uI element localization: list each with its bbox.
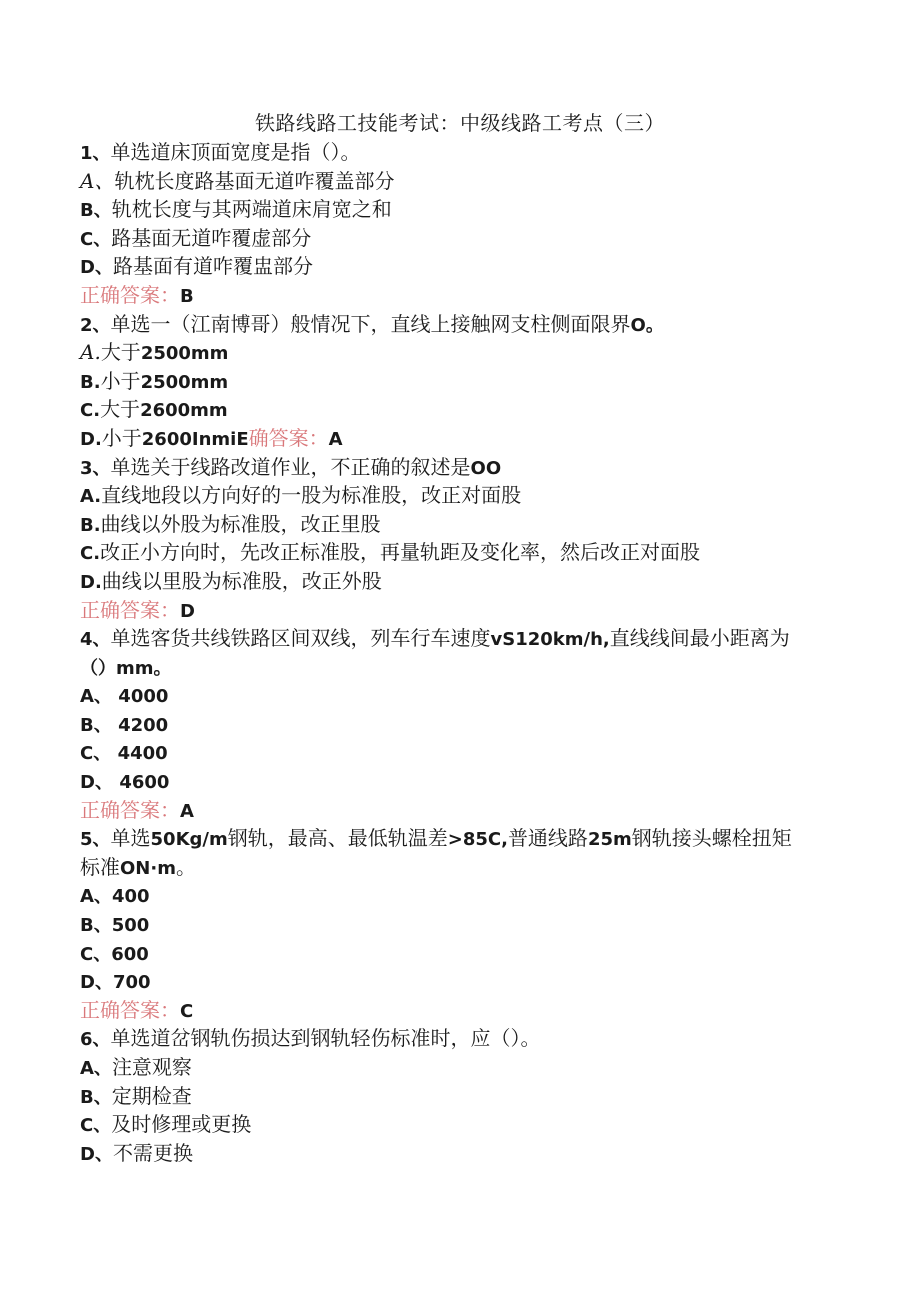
- question-1-answer: 正确答案：B: [80, 282, 194, 307]
- question-5-answer: 正确答案：C: [80, 997, 194, 1022]
- document-title: 铁路线路工技能考试：中级线路工考点（三）: [255, 111, 665, 135]
- question-2-option-b: B.小于2500mm: [80, 368, 229, 393]
- question-list: [80, 138, 840, 1167]
- question-4-option-b: B、 4200: [80, 714, 169, 736]
- question-5-stem-cont: 标准ON·m。: [80, 854, 196, 879]
- question-1-stem: 1、单选道床顶面宽度是指（）。: [80, 140, 361, 164]
- question-5-option-d: D、700: [80, 972, 151, 994]
- question-3-option-d: D.曲线以里股为标准股，改正外股: [80, 568, 382, 593]
- question-4-option-c: C、 4400: [80, 743, 168, 765]
- question-5-option-a: A、400: [80, 886, 150, 908]
- question-5-option-c: C、600: [80, 943, 149, 965]
- question-4-option-d: D、 4600: [80, 772, 170, 794]
- question-2-option-d-and-answer: D.小于2600InmiE确答案：A: [80, 425, 343, 450]
- question-6-option-b: B、定期检查: [80, 1083, 192, 1108]
- question-3-stem: 3、单选关于线路改道作业，不正确的叙述是OO: [80, 454, 502, 479]
- question-4-stem-cont: （）mm。: [80, 657, 172, 679]
- question-4-option-a: A、 4000: [80, 686, 169, 708]
- question-6-option-a: A、注意观察: [80, 1055, 192, 1079]
- question-4-answer: 正确答案：A: [80, 797, 194, 822]
- question-2-option-a: A.大于2500mm: [80, 340, 229, 365]
- question-6-stem: 6、单选道岔钢轨伤损达到钢轨轻伤标准时，应（）。: [80, 1026, 541, 1051]
- question-1-option-d: D、路基面有道咋覆盅部分: [80, 254, 313, 279]
- question-2-stem: 2、单选一（江南博哥）般情况下，直线上接触网支柱侧面限界O。: [80, 311, 664, 336]
- question-1-option-c: C、路基面无道咋覆虚部分: [80, 225, 312, 250]
- question-3-option-c: C.改正小方向时，先改正标准股，再量轨距及变化率，然后改正对面股: [80, 540, 701, 565]
- question-2-option-c: C.大于2600mm: [80, 397, 228, 422]
- question-5-stem: 5、单选50Kg/m钢轨，最高、最低轨温差>85C,普通线路25m钢轨接头螺栓扭矩: [80, 826, 792, 851]
- question-3-option-a: A.直线地段以方向好的一股为标准股，改正对面股: [80, 483, 522, 508]
- question-1-option-b: B、轨枕长度与其两端道床肩宽之和: [80, 197, 392, 222]
- question-3-answer: 正确答案：D: [80, 597, 195, 622]
- question-5-option-b: B、500: [80, 915, 150, 937]
- question-3-option-b: B.曲线以外股为标准股，改正里股: [80, 511, 381, 536]
- question-6-option-c: C、及时修理或更换: [80, 1112, 252, 1137]
- question-1-option-a: A、轨枕长度路基面无道咋覆盖部分: [80, 168, 395, 193]
- question-4-stem: 4、单选客货共线铁路区间双线，列车行车速度vS120km/h,直线线间最小距离为: [80, 626, 790, 651]
- question-6-option-d: D、不需更换: [80, 1140, 193, 1165]
